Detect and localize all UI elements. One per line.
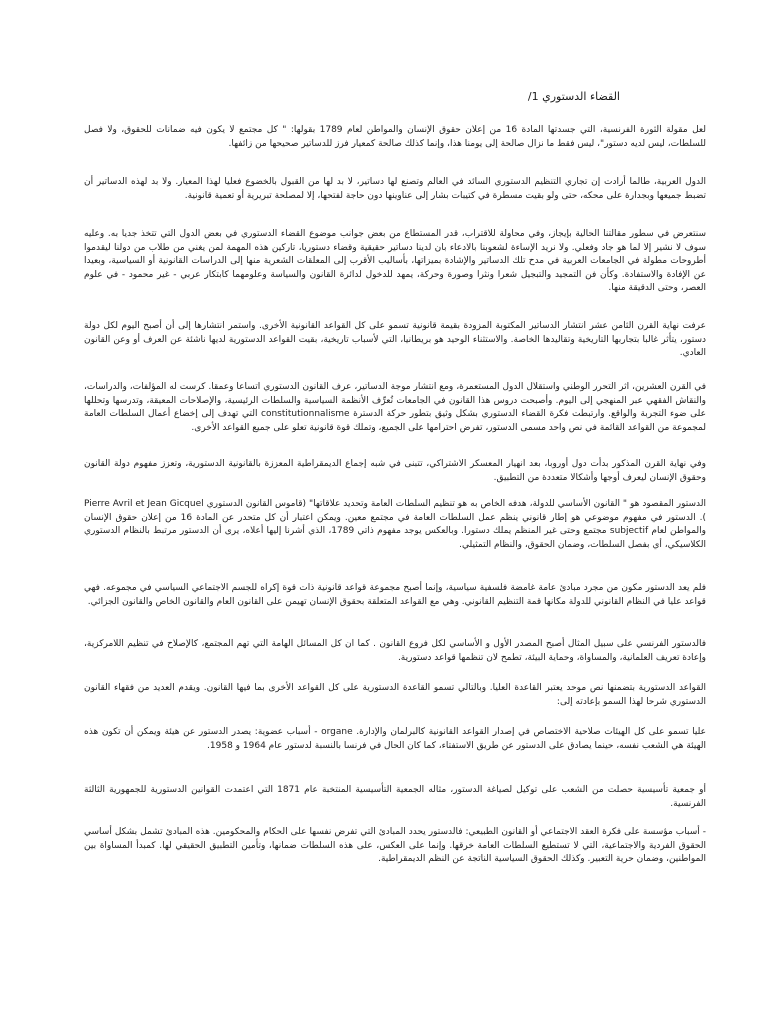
- paragraph-10: القواعد الدستورية بتضمنها نص موحد يعتبر القاعدة العليا. وبالتالي تسمو القاعدة الدستورية على كل القواعد الأخرى بما فيها القانون. ويقدم العديد من فقهاء القانون الدستوري شرحا لهذا السمو بإعادته إلى:: [84, 683, 706, 707]
- paragraph-6: وفي نهاية القرن المذكور بدأت دول أوروبا، بعد انهيار المعسكر الاشتراكي، تتبنى في شبه إجماع الديمقراطية المعززة بالقانونية الدستورية، وتعزز مفهوم دولة القانون وحقوق الإنسان ليعرف أوجها وأشكالا متعددة من التطبيق.: [84, 459, 706, 483]
- paragraph-8: فلم يعد الدستور مكون من مجرد مبادئ عامة غامضة فلسفية سياسية، وإنما أصبح مجموعة قواعد قانونية ذات قوة إكراه للجسم الاجتماعي السياسي في مجموعه. فهي قواعد عليا في النظام القانوني للدولة مكانها قمة التنظيم القانوني. وهي مع القواعد المتعلقة بحقوق الإنسان تهيمن على القانون العام والقانون الخاص والقانون الجزائي.: [84, 583, 706, 607]
- paragraph-11: عليا تسمو على كل الهيئات صلاحية الاختصاص في إصدار القواعد القانونية كالبرلمان والإدارة. organe - أسباب عضوية: يصدر الدستور عن هيئة ويمكن أن تكون هذه الهيئة هي الشعب نفسه، حينما يصادق على الدستور عن طريق الاستفتاء، كما كان الحال في فرنسا بالنسبة لدستور عام 1964 و 1958.: [84, 727, 706, 751]
- paragraph-2: الدول العربية، طالما أرادت إن تجاري التنظيم الدستوري السائد في العالم وتصنع لها دساتير، لا بد لها من القبول بالخضوع فعليا لهذا المعيار. ولا بد لهذه الدساتير أن تضبط جميعها وبجدارة على محكه، حتى ولو بقيت مسطرة في كتيبات بشار إلى عناوينها دون حاجة لفتحها، إلا لمصلحة تبريرية أو تعمية قانونية.: [84, 177, 706, 201]
- paragraph-5: في القرن العشرين، اثر التحرر الوطني واستقلال الدول المستعمرة، ومع انتشار موجة الدساتير، عرف القانون الدستوري اتساعا وعمقا. كرست له المؤلفات، والدراسات، والنقاش الفقهي عبر المنهجي إلى اليوم. وأصبحت دروس هذا القانون في الجامعات تُعرِّف الأنظمة السياسية والسلطات الرئيسية، والإصلاحات المعيقة، وتدرسها وتحللها على ضوء التجربة والواقع. وارتبطت فكرة القضاء الدستوري بشكل وثيق بتطور حركة الدسترة constitutionnalisme التي تهدف إلى إخضاع أعمال السلطات العامة لمجموعة من القواعد القائمة في نص واحد مسمى الدستور، تفرض احترامها على الجميع، وتملك قوة قانونية تعلو على جميع القواعد الأخرى.: [84, 382, 706, 433]
- paragraph-1: لعل مقولة الثورة الفرنسية، التي جسدتها المادة 16 من إعلان حقوق الإنسان والمواطن لعام 1789 بقولها: " كل مجتمع لا يكون فيه ضمانات للحقوق، ولا فصل للسلطات، ليس لديه دستور"، ليس فقط ما نزال صالحة إلى يومنا هذا، وإنما كذلك صالحة كمعيار فرز للدساتير صحيحها من زائفها.: [84, 125, 707, 149]
- paragraph-4: عرفت نهاية القرن الثامن عشر انتشار الدساتير المكتوبة المزودة بقيمة قانونية تسمو على كل القواعد القانونية الأخرى. واستمر انتشارها إلى أن أصبح اليوم لكل دولة دستور، يتأثر غالبا بتجاربها التاريخية وتقاليدها الخاصة. والاستثناء الوحيد هو بريطانيا، التي لأسباب تاريخية، بقيت القواعد الدستورية لديها ناشئة عن العرف أو وعن القانون العادي.: [84, 321, 706, 358]
- paragraph-9: فالدستور الفرنسي على سبيل المثال أصبح المصدر الأول و الأساسي لكل فروع القانون . كما ان كل المسائل الهامة التي تهم المجتمع، كالإصلاح في تنظيم اللامركزية، وإعادة تعريف العلمانية، والمساواة، وحماية البيئة، تطمح لان تنظمها قواعد دستورية.: [84, 639, 706, 663]
- page-title: القضاء الدستوري 1/: [527, 90, 620, 103]
- paragraph-3: سنتعرض في سطور مقالتنا الحالية بإيجاز، وفي محاولة للاقتراب، قدر المستطاع من بعض جوانب موضوع القضاء الدستوري في بعض الدول التي تتخذ جديا به. وعليه سوف لا نشير إلا لما هو جاد وفعلي. ولا نريد الإساءة لشعوبنا بالادعاء بان لدينا دساتير حقيقية وقضاء دستوريا، تاركين هذه المهمة لمن يغني من طلاب من دولنا ليقدموا أطروحات مطولة في الجامعات العربية في مدح تلك الدساتير والإشادة بميزاتها، بأساليب الأقرب إلى المعلقات الشعرية منها إلى الدراسات القانونية أو السياسية، وبعيدا عن الإفادة والاستفادة. وكأن فن التمجيد والتبجيل شعرا ونثرا وصورة وحركة، يمهد للدخول لدائرة القانون والسياسة وعلومهما كابتكار عربي - غير محمود - في علوم العصر، وحتى الدقيقة منها.: [84, 229, 706, 293]
- paragraph-7: الدستور المقصود هو " القانون الأساسي للدولة، هدفه الخاص به هو تنظيم السلطات العامة وتحديد علاقاتها" (قاموس القانون الدستوري Pierre Avril et Jean Gicquel ). الدستور في مفهوم موضوعي هو إطار قانوني ينظم عمل السلطات العامة في مجتمع معين. ويمكن اعتبار أن كل متحدر عن المادة 16 من إعلان حقوق الإنسان والمواطن لعام subjectif مجتمع وحتى غير المنظم يملك دستورا. وبالعكس يوجد مفهوم ذاتي 1789، الذي أشرنا إليها أعلاه، يرى أن الدستور مرتبط بالنظام الدستوري الكلاسيكي، أي بفصل السلطات، وضمان الحقوق، والنظام التمثيلي.: [84, 499, 706, 550]
- paragraph-12: أو جمعية تأسيسية حصلت من الشعب على توكيل لصياغة الدستور، مثاله الجمعية التأسيسية المنتخبة عام 1871 التي اعتمدت القوانين الدستورية للجمهورية الثالثة الفرنسية.: [84, 785, 706, 809]
- paragraph-13: - أسباب مؤسسة على فكرة العقد الاجتماعي أو القانون الطبيعي: فالدستور يحدد المبادئ التي تفرض نفسها على الحكام والمحكومين. هذه المبادئ تشمل بشكل أساسي الحقوق الفردية والاجتماعية، التي لا تستطيع السلطات العامة خرقها. وإنما على العكس، على هذه السلطات ضمانها، وتأمين التطبيق الحقيقي لها. كمبدأ المساواة بين المواطنين، وضمان حرية التعبير. وكذلك الحقوق السياسية الناتجة عن النظم الديمقراطية.: [84, 827, 706, 864]
